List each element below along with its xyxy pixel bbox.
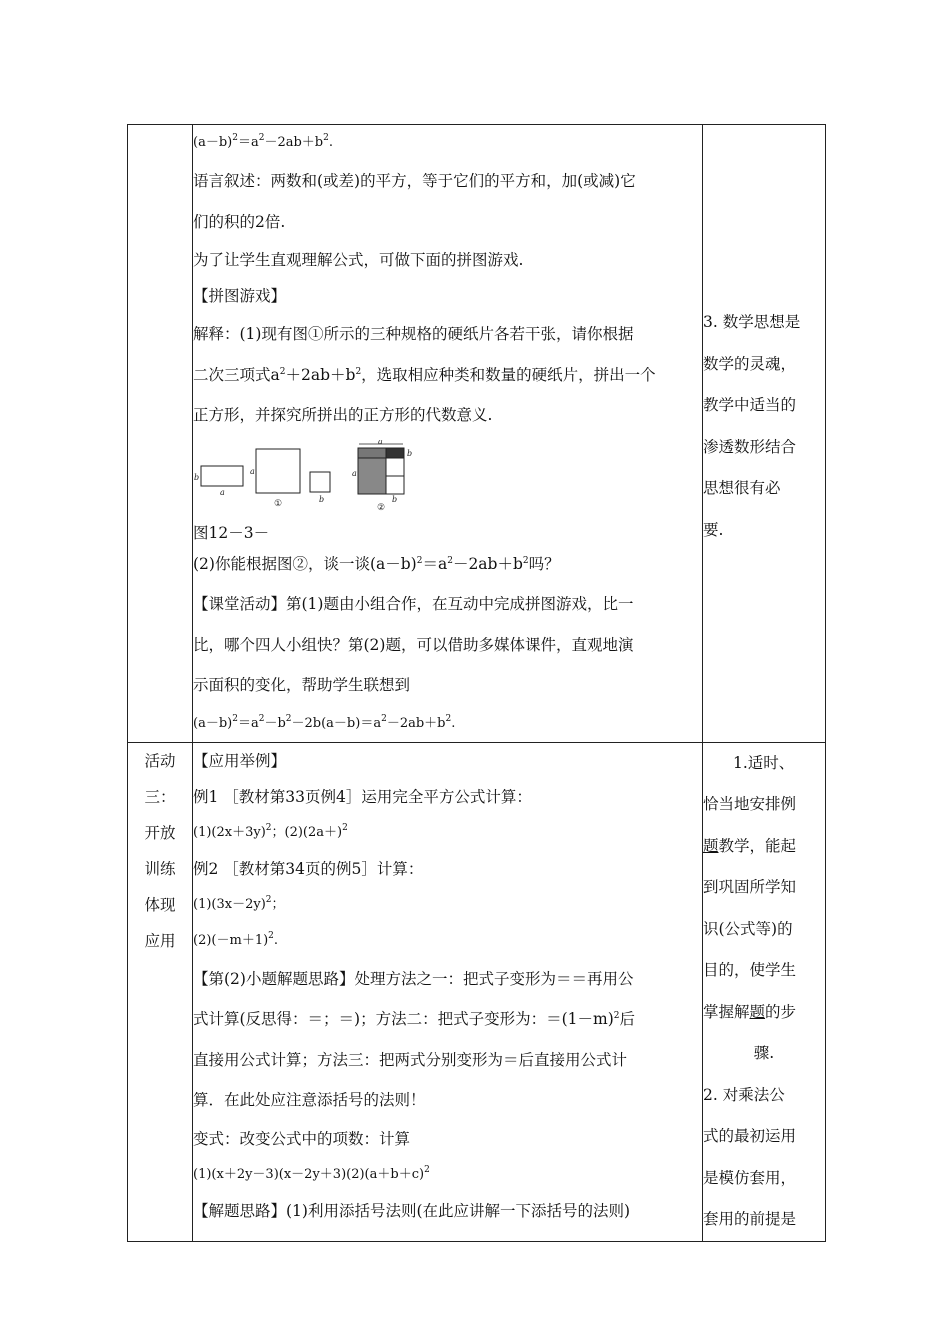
text-line: 【第(2)小题解题思路】处理方法之一：把式子变形为＝＝再用公 — [193, 969, 634, 988]
text-line: 二次三项式$a^2+2ab+b^2$，选取相应种类和数量的硬纸片，拼出一个 — [193, 365, 656, 384]
puzzle-figure — [193, 440, 702, 522]
square-a — [256, 449, 300, 493]
label-line: 活动 — [144, 751, 176, 770]
square-b — [310, 472, 330, 492]
label-line: 训练 — [144, 859, 176, 878]
label-b: b — [194, 472, 200, 482]
note-line: 骤. — [753, 1044, 775, 1062]
note-text: 掌握解 — [703, 1002, 750, 1021]
text-line: 变式：改变公式中的项数：计算 — [193, 1129, 411, 1148]
note-text: 教学，能起 — [718, 836, 797, 855]
formula-line: $(1)(3x-2y)^2$； — [193, 894, 285, 912]
text-line: 直接用公式计算；方法三：把两式分别变形为＝后直接用公式计 — [193, 1050, 628, 1069]
label-a: a — [378, 439, 383, 446]
note-line — [703, 992, 825, 1034]
note-line: 目的，使学生 — [703, 961, 797, 979]
text-line: (2)你能根据图②，谈一谈$(a-b)^2=a^2-2ab+b^2$吗？ — [193, 554, 560, 573]
section-heading: 【应用举例】 — [193, 751, 287, 770]
text-line: 为了让学生直观理解公式，可做下面的拼图游戏. — [193, 251, 524, 269]
note-line: 思想很有必 — [703, 479, 781, 497]
formula-line: $(2)(-m+1)^2$. — [193, 930, 279, 948]
label-b: b — [407, 448, 413, 458]
section-heading: 【拼图游戏】 — [193, 287, 287, 305]
formula-line: $(a-b)^2=a^2-b^2-2b(a-b)=a^2-2ab+b^2$. — [193, 713, 456, 731]
text-line: 解释：(1)现有图①所示的三种规格的硬纸片各若干张，请你根据 — [193, 325, 634, 343]
formula-line: $(1)(x+2y-3)(x-2y+3)(2)(a+b+c)^2$ — [193, 1164, 430, 1182]
formula-line: $(1)(2x+3y)^2$；$(2)(2a+)^2$ — [193, 822, 348, 840]
label-line: 三： — [144, 787, 176, 806]
label-a: a — [220, 487, 225, 497]
text-line: 式计算(反思得：＝；＝)；方法二：把式子变形为：$=(1-m)^2$后 — [193, 1010, 635, 1028]
note-line: 式的最初运用 — [703, 1127, 797, 1145]
text-line: 语言叙述：两数和(或差)的平方，等于它们的平方和，加(或减)它 — [193, 172, 636, 190]
example-line: 例2 ［教材第34页的例5］计算： — [193, 859, 424, 878]
text-line: 示面积的变化，帮助学生联想到 — [193, 676, 411, 694]
label-line: 体现 — [144, 895, 176, 914]
note-line: 恰当地安排例 — [703, 795, 797, 813]
text-line: 算．在此处应注意添括号的法则！ — [193, 1091, 426, 1109]
underlined-text: 题 — [703, 836, 719, 855]
note-line: 到巩固所学知 — [703, 878, 797, 896]
table-row — [128, 125, 826, 743]
formula-line: $(a-b)^2=a^2-2ab+b^2$. — [193, 133, 333, 150]
note-line: 要. — [703, 520, 724, 539]
lesson-plan-table — [127, 124, 826, 1242]
puzzle-figure-drawing — [193, 440, 423, 522]
note-line: 3. 数学思想是 — [703, 313, 801, 331]
figure-1-label: ① — [274, 498, 283, 509]
figure-2-label: ② — [377, 502, 386, 513]
text-line: 比，哪个四人小组快？第(2)题，可以借助多媒体课件，直观地演 — [193, 635, 634, 654]
example-line: 例1 ［教材第33页例4］运用完全平方公式计算： — [193, 787, 532, 806]
content-cell — [193, 742, 703, 1241]
note-line: 套用的前提是 — [703, 1210, 797, 1228]
note-line: 是模仿套用， — [703, 1168, 797, 1187]
design-note-cell — [703, 742, 826, 1241]
content-cell — [193, 125, 703, 743]
label-line: 应用 — [144, 931, 176, 950]
rectangle-ab — [201, 466, 243, 486]
label-b: b — [392, 494, 398, 504]
table-row — [128, 742, 826, 1241]
label-a: a — [352, 468, 357, 478]
text-line: 【课堂活动】第(1)题由小组合作，在互动中完成拼图游戏，比一 — [193, 595, 634, 613]
note-text: 的步 — [765, 1002, 797, 1021]
note-line: 2. 对乘法公 — [703, 1085, 785, 1104]
composite-square — [358, 444, 404, 494]
figure-caption: 图12－3－ — [193, 523, 270, 542]
note-line: 1.适时、 — [733, 753, 795, 772]
activity-label-cell — [128, 742, 193, 1241]
activity-label-cell — [128, 125, 193, 743]
text-line: 【解题思路】(1)利用添括号法则(在此应讲解一下添括号的法则) — [193, 1201, 631, 1220]
note-line — [703, 826, 825, 868]
underlined-text: 题 — [749, 1002, 766, 1021]
text-line: 正方形，并探究所拼出的正方形的代数意义. — [193, 406, 493, 424]
note-line: 识(公式等)的 — [703, 919, 793, 938]
note-line: 教学中适当的 — [703, 396, 797, 414]
note-line: 渗透数形结合 — [703, 437, 797, 456]
label-a: a — [250, 466, 255, 476]
text-line: 们的积的2倍. — [193, 212, 286, 231]
label-b: b — [319, 494, 325, 504]
design-note-cell — [703, 125, 826, 743]
note-line: 数学的灵魂， — [703, 354, 797, 373]
label-line: 开放 — [144, 823, 176, 842]
